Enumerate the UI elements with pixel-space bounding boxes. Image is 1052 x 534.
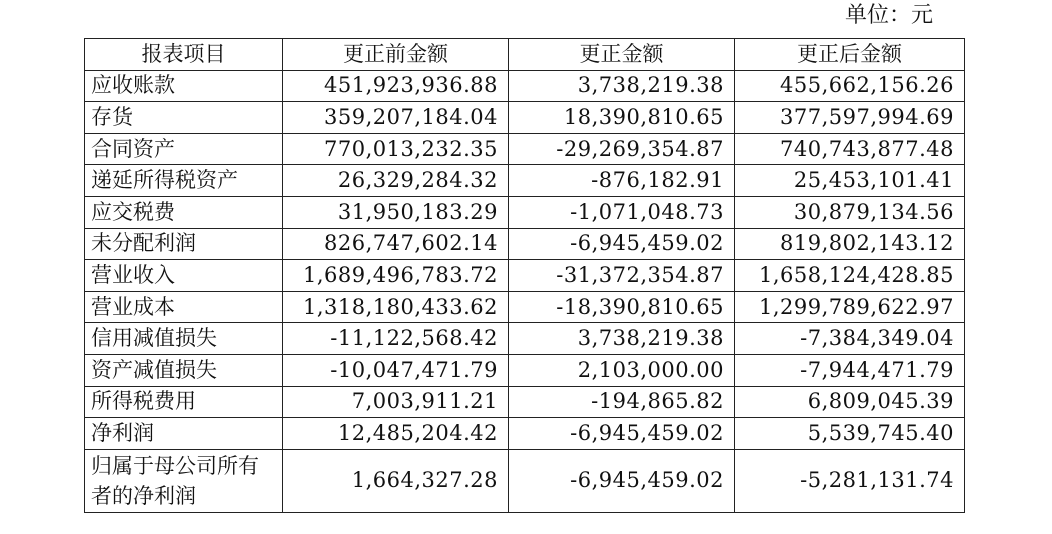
row-before: -10,047,471.79 (283, 354, 509, 386)
table-row (85, 354, 965, 386)
row-change: 2,103,000.00 (509, 354, 735, 386)
row-change: 18,390,810.65 (509, 102, 735, 134)
row-before: 1,664,327.28 (283, 449, 509, 512)
row-after: 1,299,789,622.97 (735, 291, 965, 323)
row-after: 25,453,101.41 (735, 165, 965, 197)
table-row (85, 418, 965, 450)
table-row (85, 228, 965, 260)
row-before: 1,318,180,433.62 (283, 291, 509, 323)
header-item: 报表项目 (85, 39, 283, 71)
row-before: 1,689,496,783.72 (283, 260, 509, 292)
row-before: 7,003,911.21 (283, 386, 509, 418)
row-item: 净利润 (85, 418, 283, 450)
row-after: 6,809,045.39 (735, 386, 965, 418)
row-item: 营业成本 (85, 291, 283, 323)
row-after: -7,944,471.79 (735, 354, 965, 386)
row-after: -5,281,131.74 (735, 449, 965, 512)
row-before: 770,013,232.35 (283, 133, 509, 165)
table-row (85, 386, 965, 418)
row-after: 5,539,745.40 (735, 418, 965, 450)
unit-label: 单位：元 (845, 3, 934, 28)
row-before: 12,485,204.42 (283, 418, 509, 450)
row-item: 信用减值损失 (85, 323, 283, 355)
row-after: 1,658,124,428.85 (735, 260, 965, 292)
row-change: -18,390,810.65 (509, 291, 735, 323)
table-row (85, 102, 965, 134)
header-after-amount: 更正后金额 (735, 39, 965, 71)
row-change: -6,945,459.02 (509, 449, 735, 512)
table-row (85, 449, 965, 512)
row-change: -31,372,354.87 (509, 260, 735, 292)
table-row (85, 196, 965, 228)
row-item: 所得税费用 (85, 386, 283, 418)
table-row (85, 260, 965, 292)
row-after: 819,802,143.12 (735, 228, 965, 260)
row-before: -11,122,568.42 (283, 323, 509, 355)
row-before: 451,923,936.88 (283, 70, 509, 102)
row-item: 存货 (85, 102, 283, 134)
table-header-row (85, 39, 965, 71)
row-change: -876,182.91 (509, 165, 735, 197)
row-item: 营业收入 (85, 260, 283, 292)
row-item: 归属于母公司所有者的净利润 (85, 449, 283, 512)
row-change: -194,865.82 (509, 386, 735, 418)
row-after: 377,597,994.69 (735, 102, 965, 134)
row-before: 26,329,284.32 (283, 165, 509, 197)
row-before: 359,207,184.04 (283, 102, 509, 134)
row-change: 3,738,219.38 (509, 70, 735, 102)
header-correction-amount: 更正金额 (509, 39, 735, 71)
row-before: 31,950,183.29 (283, 196, 509, 228)
row-change: 3,738,219.38 (509, 323, 735, 355)
row-before: 826,747,602.14 (283, 228, 509, 260)
row-after: 455,662,156.26 (735, 70, 965, 102)
row-item: 合同资产 (85, 133, 283, 165)
row-after: 30,879,134.56 (735, 196, 965, 228)
row-item: 未分配利润 (85, 228, 283, 260)
table-row (85, 70, 965, 102)
row-item: 递延所得税资产 (85, 165, 283, 197)
row-item: 应交税费 (85, 196, 283, 228)
table-row (85, 291, 965, 323)
row-change: -6,945,459.02 (509, 228, 735, 260)
row-change: -6,945,459.02 (509, 418, 735, 450)
row-item: 应收账款 (85, 70, 283, 102)
row-item: 资产减值损失 (85, 354, 283, 386)
table-row (85, 133, 965, 165)
row-change: -29,269,354.87 (509, 133, 735, 165)
correction-table (84, 38, 965, 513)
row-after: 740,743,877.48 (735, 133, 965, 165)
row-change: -1,071,048.73 (509, 196, 735, 228)
table-row (85, 165, 965, 197)
row-after: -7,384,349.04 (735, 323, 965, 355)
table-row (85, 323, 965, 355)
header-before-amount: 更正前金额 (283, 39, 509, 71)
